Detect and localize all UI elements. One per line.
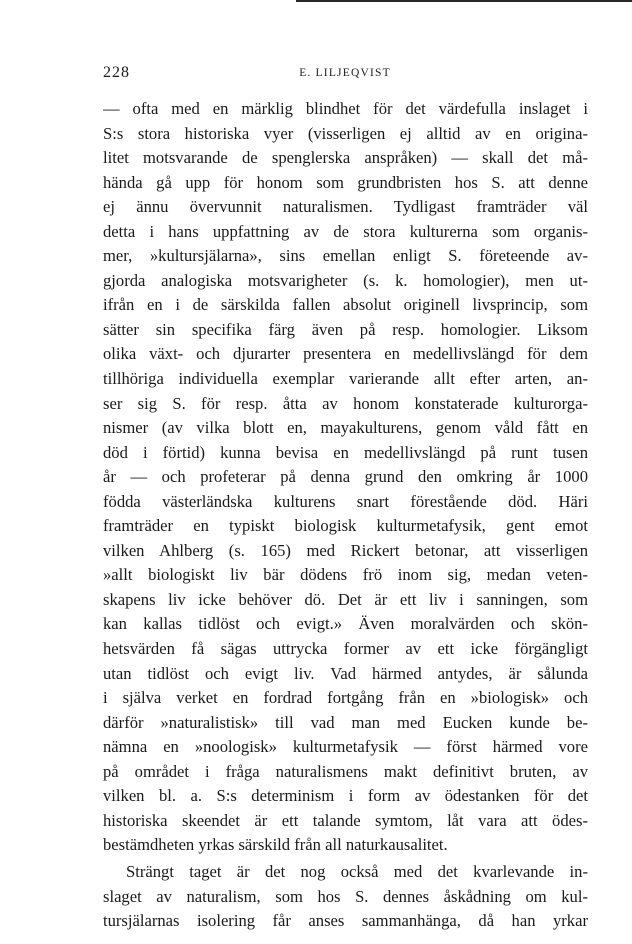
text-line: Strängt taget är det nog också med det kvarlevande in- (126, 861, 588, 881)
text-line: hända gå upp för honom som grundbristen hos S. att denne (103, 172, 588, 192)
text-line: — ofta med en märklig blindhet för det värdefulla inslaget i (103, 99, 588, 118)
text-line: ej ännu övervunnit naturalismen. Tydligast framträder väl (103, 197, 588, 217)
paragraph (103, 860, 588, 934)
text-line: gjorda analogiska motsvarigheter (s. k. homologier), men ut- (103, 270, 588, 290)
text-line: mer, »kultursjälarna», sins emellan enligt S. företeende av- (103, 246, 588, 266)
text-line: födda västerländska kulturens snart förestående död. Häri (103, 491, 588, 511)
text-line: litet motsvarande de spenglerska anspråken) — skall det må- (103, 148, 588, 168)
text-line: framträder en typiskt biologisk kulturmetafysik, gent emot (103, 516, 588, 536)
text-line: nämna en »noologisk» kulturmetafysik — först härmed vore (103, 737, 588, 757)
running-head: E. LILJEQVIST (299, 67, 391, 79)
text-line: slaget av naturalism, som hos S. dennes åskådning om kul- (103, 886, 588, 906)
text-line: kan kallas tidlöst och evigt.» Även moralvärden och skön- (103, 614, 588, 634)
text-line: utan tidlöst och evigt liv. Vad härmed antydes, är sålunda (103, 663, 588, 683)
text-body (103, 97, 588, 934)
page-header (103, 64, 587, 86)
text-line: sätter sin specifika färg även på resp. homologier. Liksom (103, 319, 588, 339)
text-line: hetsvärden få sägas uttrycka former av ett icke förgängligt (103, 639, 588, 659)
text-line: detta i hans uppfattning av de stora kulturerna som organis- (103, 221, 588, 241)
top-rule (296, 0, 632, 2)
text-line: ser sig S. för resp. åtta av honom konstaterade kulturorga- (103, 393, 588, 413)
text-line: ifrån en i de särskilda fallen absolut originell livsprincip, som (103, 295, 588, 315)
text-line: vilken bl. a. S:s determinism i form av ödestanken för det (103, 786, 588, 806)
text-line: »allt biologiskt liv bär dödens frö inom sig, medan veten- (103, 565, 588, 585)
text-line: skapens liv icke behöver dö. Det är ett liv i sanningen, som (103, 589, 588, 609)
text-line: vilken Ahlberg (s. 165) med Rickert betonar, att visserligen (103, 540, 588, 560)
text-line: S:s stora historiska vyer (visserligen ej alltid av en origina- (103, 123, 588, 143)
text-line: bestämdheten yrkas särskild från all naturkausalitet. (103, 835, 448, 855)
text-line: olika växt- och djurarter presentera en medellivslängd för dem (103, 344, 588, 364)
text-line: historiska skeendet är ett talande symtom, låt vara att ödes- (103, 810, 588, 830)
page-number: 228 (103, 64, 130, 81)
text-line: nismer (av vilka blott en, mayakulturens, genom våld fått en (103, 418, 588, 438)
text-line: i själva verket en fordrad fortgång från en »biologisk» och (103, 688, 588, 708)
text-line: tillhöriga individuella exemplar varierande allt efter arten, an- (103, 369, 588, 389)
text-line: år — och profeterar på denna grund den omkring år 1000 (103, 467, 588, 487)
text-line: på området i fråga naturalismens makt definitivt bruten, av (103, 761, 588, 781)
text-line: därför »naturalistisk» till vad man med Eucken kunde be- (103, 712, 588, 732)
paragraph (103, 97, 588, 858)
text-line: död i förtid) kunna bevisa en medellivslängd på runt tusen (103, 442, 588, 462)
text-line: tursjälarnas isolering får anses sammanhänga, då han yrkar (103, 911, 588, 931)
